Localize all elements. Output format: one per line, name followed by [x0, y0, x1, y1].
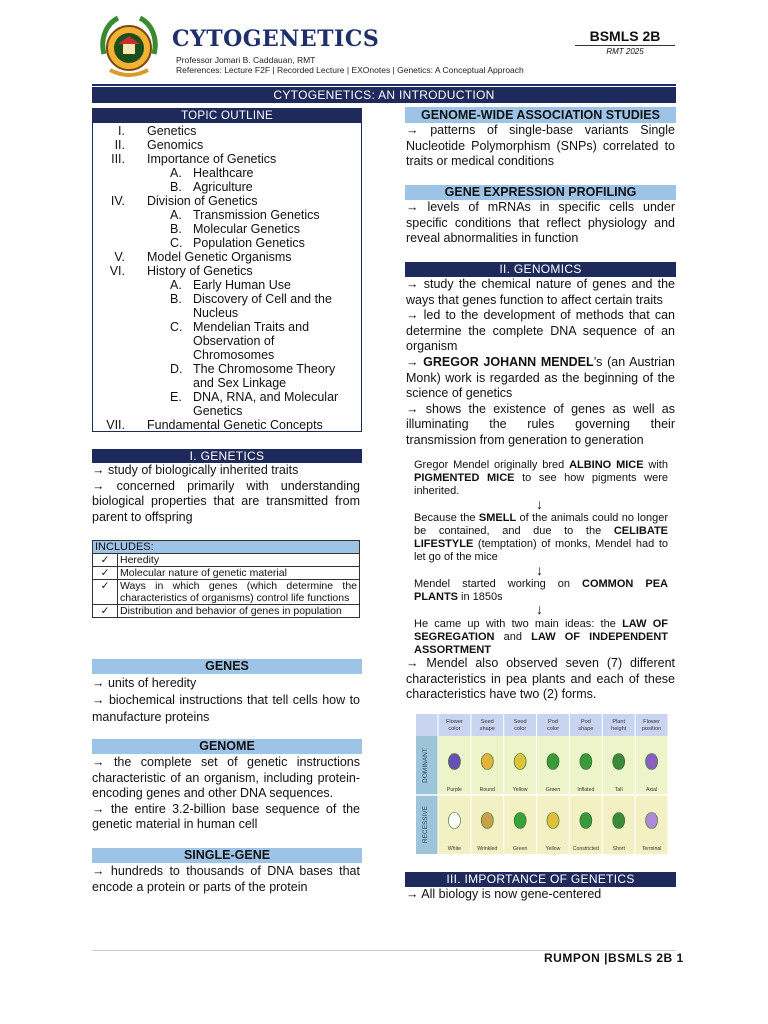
column-header: Plant — [612, 719, 626, 725]
dominant-trait-label: Inflated — [577, 787, 595, 793]
single-gene-heading: SINGLE-GENE — [92, 848, 362, 863]
column-header: shape — [578, 726, 594, 732]
outline-number: A. — [170, 278, 182, 292]
recessive-trait-label: Wrinkled — [477, 846, 498, 852]
outline-text: DNA, RNA, and Molecular — [193, 390, 339, 404]
recessive-label: RECESSIVE — [422, 805, 429, 844]
pea-trait-icon — [613, 813, 625, 829]
outline-text: The Chromosome Theory — [193, 362, 336, 376]
course-code: BSMLS 2B — [589, 28, 661, 44]
genetics-p2: → concerned primarily with understanding biological properties that are transmitted from parent to offspring — [92, 478, 360, 524]
dominant-label: DOMINANT — [422, 748, 429, 783]
pea-trait-icon — [514, 813, 526, 829]
mendel-bold: PIGMENTED MICE — [414, 472, 515, 484]
outline-number: B. — [170, 180, 182, 194]
outline-number: A. — [170, 208, 182, 222]
pea-trait-icon — [481, 754, 493, 770]
genomics-text — [406, 277, 675, 449]
outline-text: Population Genetics — [193, 236, 305, 250]
pea-trait-icon — [481, 813, 493, 829]
genes-text — [92, 675, 360, 726]
includes-cell: Molecular nature of genetic material — [118, 567, 360, 580]
genome-p1: → the complete set of genetic instructions characteristic of an organism, including protein-encoding genes and other DNA sequences. — [92, 755, 360, 801]
outline-text: History of Genetics — [147, 264, 253, 278]
dominant-trait-label: Purple — [446, 787, 462, 793]
genomics-heading: II. GENOMICS — [405, 262, 676, 277]
recessive-trait-label: Constricted — [572, 846, 599, 852]
outline-number: B. — [170, 292, 182, 306]
outline-number: E. — [170, 390, 182, 404]
pea-trait-icon — [646, 754, 658, 770]
header-divider — [92, 84, 676, 86]
column-header: color — [448, 726, 461, 732]
mendel-text: in 1850s — [458, 591, 503, 603]
mendel-bold: SMELL — [478, 512, 517, 524]
outline-text: Division of Genetics — [147, 194, 258, 208]
genetics-p1: → study of biologically inherited traits — [92, 463, 299, 477]
mendel-observation-text: → Mendel also observed seven (7) different characteristics in pea plants and each of these characteristics have two (2) forms. — [406, 656, 675, 702]
genetics-heading: I. GENETICS — [92, 449, 362, 463]
main-section-title: CYTOGENETICS: AN INTRODUCTION — [92, 87, 676, 103]
outline-number: VI. — [109, 264, 125, 278]
genomics-p1: → study the chemical nature of genes and the ways that genes function to affect certain traits — [406, 277, 675, 307]
includes-table — [92, 540, 360, 618]
outline-text: Transmission Genetics — [193, 208, 320, 222]
column-header: height — [611, 726, 627, 732]
pea-trait-icon — [547, 754, 559, 770]
course-subcode: RMT 2025 — [575, 45, 675, 56]
outline-text: Mendelian Traits and — [193, 320, 310, 334]
outline-text: Molecular Genetics — [193, 222, 300, 236]
outline-number: A. — [170, 166, 182, 180]
includes-cell: Ways in which genes (which determine the characteristics of organisms) control life functions — [118, 580, 360, 605]
genes-p2: → biochemical instructions that tell cells how to manufacture proteins — [92, 693, 360, 724]
pea-trait-icon — [646, 813, 658, 829]
genes-p1: → units of heredity — [92, 676, 197, 690]
references-line: References: Lecture F2F | Recorded Lecture | EXOnotes | Genetics: A Conceptual Approach — [176, 65, 524, 75]
recessive-trait-label: White — [447, 846, 462, 852]
single-gene-text: → hundreds to thousands of DNA bases that encode a protein or parts of the protein — [92, 864, 360, 894]
mendel-text: Mendel started working on — [414, 578, 583, 590]
outline-number: VII. — [106, 418, 125, 432]
outline-text: Fundamental Genetic Concepts — [147, 418, 323, 432]
pea-trait-icon — [448, 754, 460, 770]
outline-number: III. — [111, 152, 125, 166]
mendel-step-4 — [414, 618, 668, 657]
recessive-trait-label: Green — [512, 846, 528, 852]
importance-heading: III. IMPORTANCE OF GENETICS — [405, 872, 676, 887]
outline-text: Genetics — [193, 404, 243, 418]
outline-text: Genetics — [147, 124, 197, 138]
gwas-text: → patterns of single-base variants Single Nucleotide Polymorphism (SNPs) correlated to traits or medical conditions — [406, 123, 675, 169]
mendel-step-2 — [414, 512, 668, 564]
table-row — [93, 554, 360, 567]
genetics-text — [92, 463, 360, 525]
mendel-text: (temptation) of monks, Mendel had to let go of the mice — [414, 538, 668, 563]
header-band — [416, 714, 668, 736]
outline-number: C. — [170, 236, 183, 250]
table-row — [93, 605, 360, 618]
outline-number: V. — [114, 250, 125, 264]
check-icon: ✓ — [93, 554, 118, 567]
dominant-trait-label: Axial — [645, 787, 658, 793]
course-code-box — [575, 28, 675, 56]
outline-text: Agriculture — [193, 180, 253, 194]
mendel-text: with — [643, 459, 668, 471]
gep-heading: GENE EXPRESSION PROFILING — [405, 185, 676, 200]
mendel-bold: ALBINO MICE — [569, 459, 644, 471]
outline-number: IV. — [110, 194, 125, 208]
mendel-name: GREGOR JOHANN MENDEL — [423, 354, 594, 369]
column-header: shape — [479, 726, 495, 732]
genes-heading: GENES — [92, 659, 362, 674]
pea-trait-icon — [514, 754, 526, 770]
outline-number: D. — [170, 362, 183, 376]
mendel-bold: CELIBATE LIFESTYLE — [414, 525, 668, 550]
column-header: position — [641, 726, 662, 732]
genomics-p2: → led to the development of methods that can determine the complete DNA sequence of an organism — [406, 308, 675, 354]
pea-trait-icon — [613, 754, 625, 770]
mendel-text: Because the — [414, 512, 479, 524]
outline-text: Early Human Use — [193, 278, 291, 292]
professor-line: Professor Jomari B. Caddauan, RMT — [176, 55, 316, 65]
includes-cell: Heredity — [118, 554, 360, 567]
genomics-p3-rest: ’s (an Austrian Monk) work is regarded as the beginning of the science of genetics — [406, 354, 675, 401]
column-header: color — [514, 726, 527, 732]
pea-traits-figure — [416, 714, 668, 854]
table-row — [93, 567, 360, 580]
recessive-trait-label: Yellow — [545, 846, 561, 852]
down-arrow-icon: ↓ — [536, 496, 543, 512]
pea-traits-svg — [416, 714, 668, 854]
column-header: color — [546, 726, 560, 732]
check-icon: ✓ — [93, 567, 118, 580]
genome-p2: → the entire 3.2-billion base sequence of the genetic material in human cell — [92, 801, 360, 832]
column-header: Seed — [480, 719, 494, 725]
pea-trait-icon — [580, 754, 592, 770]
mendel-text: and — [494, 631, 532, 643]
table-row — [93, 580, 360, 605]
down-arrow-icon: ↓ — [536, 562, 543, 578]
column-header: Flower — [446, 719, 463, 725]
check-icon: ✓ — [93, 580, 118, 605]
mendel-text: to see how pigments were inherited. — [414, 472, 668, 497]
topic-outline — [92, 108, 362, 432]
genomics-p3 — [406, 355, 675, 402]
gwas-heading: GENOME-WIDE ASSOCIATION STUDIES — [405, 107, 676, 123]
mendel-text: He came up with two main ideas: the — [414, 618, 623, 630]
university-seal-logo — [96, 14, 162, 80]
column-header: Seed — [513, 719, 527, 725]
mendel-bold: LAW OF INDEPENDENT ASSORTMENT — [414, 631, 668, 656]
dominant-trait-label: Tall — [614, 787, 623, 793]
down-arrow-icon: ↓ — [536, 601, 543, 617]
pea-trait-icon — [547, 813, 559, 829]
mendel-text: of the animals could no longer be contained, and due to the — [414, 512, 668, 537]
check-icon: ✓ — [93, 605, 118, 618]
genomics-p4: → shows the existence of genes as well as illuminating the rules governing their transmission from generation to generation — [406, 401, 675, 447]
outline-number: C. — [170, 320, 183, 334]
outline-text: Nucleus — [193, 306, 239, 320]
dominant-trait-label: Yellow — [512, 787, 528, 793]
gep-text: → levels of mRNAs in specific cells under specific conditions that reflect physiology and reveal abnormalities in function — [406, 200, 675, 246]
outline-text: Discovery of Cell and the — [193, 292, 332, 306]
mendel-step-1 — [414, 459, 668, 498]
pea-trait-icon — [580, 813, 592, 829]
outline-text: Healthcare — [193, 166, 254, 180]
column-header: Flower — [643, 719, 660, 725]
column-header: Pod — [548, 719, 558, 725]
dominant-trait-label: Round — [479, 787, 495, 793]
outline-number: B. — [170, 222, 182, 236]
importance-text: → All biology is now gene-centered — [406, 887, 602, 901]
genome-heading: GENOME — [92, 739, 362, 754]
mendel-text: Gregor Mendel originally bred — [414, 459, 570, 471]
topic-outline-heading: TOPIC OUTLINE — [93, 109, 361, 123]
genome-text — [92, 755, 360, 833]
includes-heading: INCLUDES: — [93, 541, 360, 554]
mendel-bold: COMMON PEA PLANTS — [414, 578, 668, 603]
dominant-trait-label: Green — [545, 787, 561, 793]
outline-text: Importance of Genetics — [147, 152, 277, 166]
page-footer: RUMPON |BSMLS 2B 1 — [544, 951, 684, 965]
arrow-glyph: → — [406, 354, 419, 369]
outline-number: II. — [114, 138, 125, 152]
includes-cell: Distribution and behavior of genes in population — [118, 605, 360, 618]
pea-trait-icon — [448, 813, 460, 829]
outline-number: I. — [118, 124, 125, 138]
column-header: Pod — [580, 719, 591, 725]
mendel-bold: LAW OF SEGREGATION — [414, 618, 668, 643]
outline-text: Genomics — [147, 138, 204, 152]
outline-text: Model Genetic Organisms — [147, 250, 292, 264]
outline-text: Observation of — [193, 334, 275, 348]
recessive-trait-label: Short — [612, 846, 625, 852]
outline-text: and Sex Linkage — [193, 376, 287, 390]
document-title: CYTOGENETICS — [172, 26, 380, 52]
recessive-trait-label: Terminal — [641, 846, 662, 852]
outline-text: Chromosomes — [193, 348, 275, 362]
